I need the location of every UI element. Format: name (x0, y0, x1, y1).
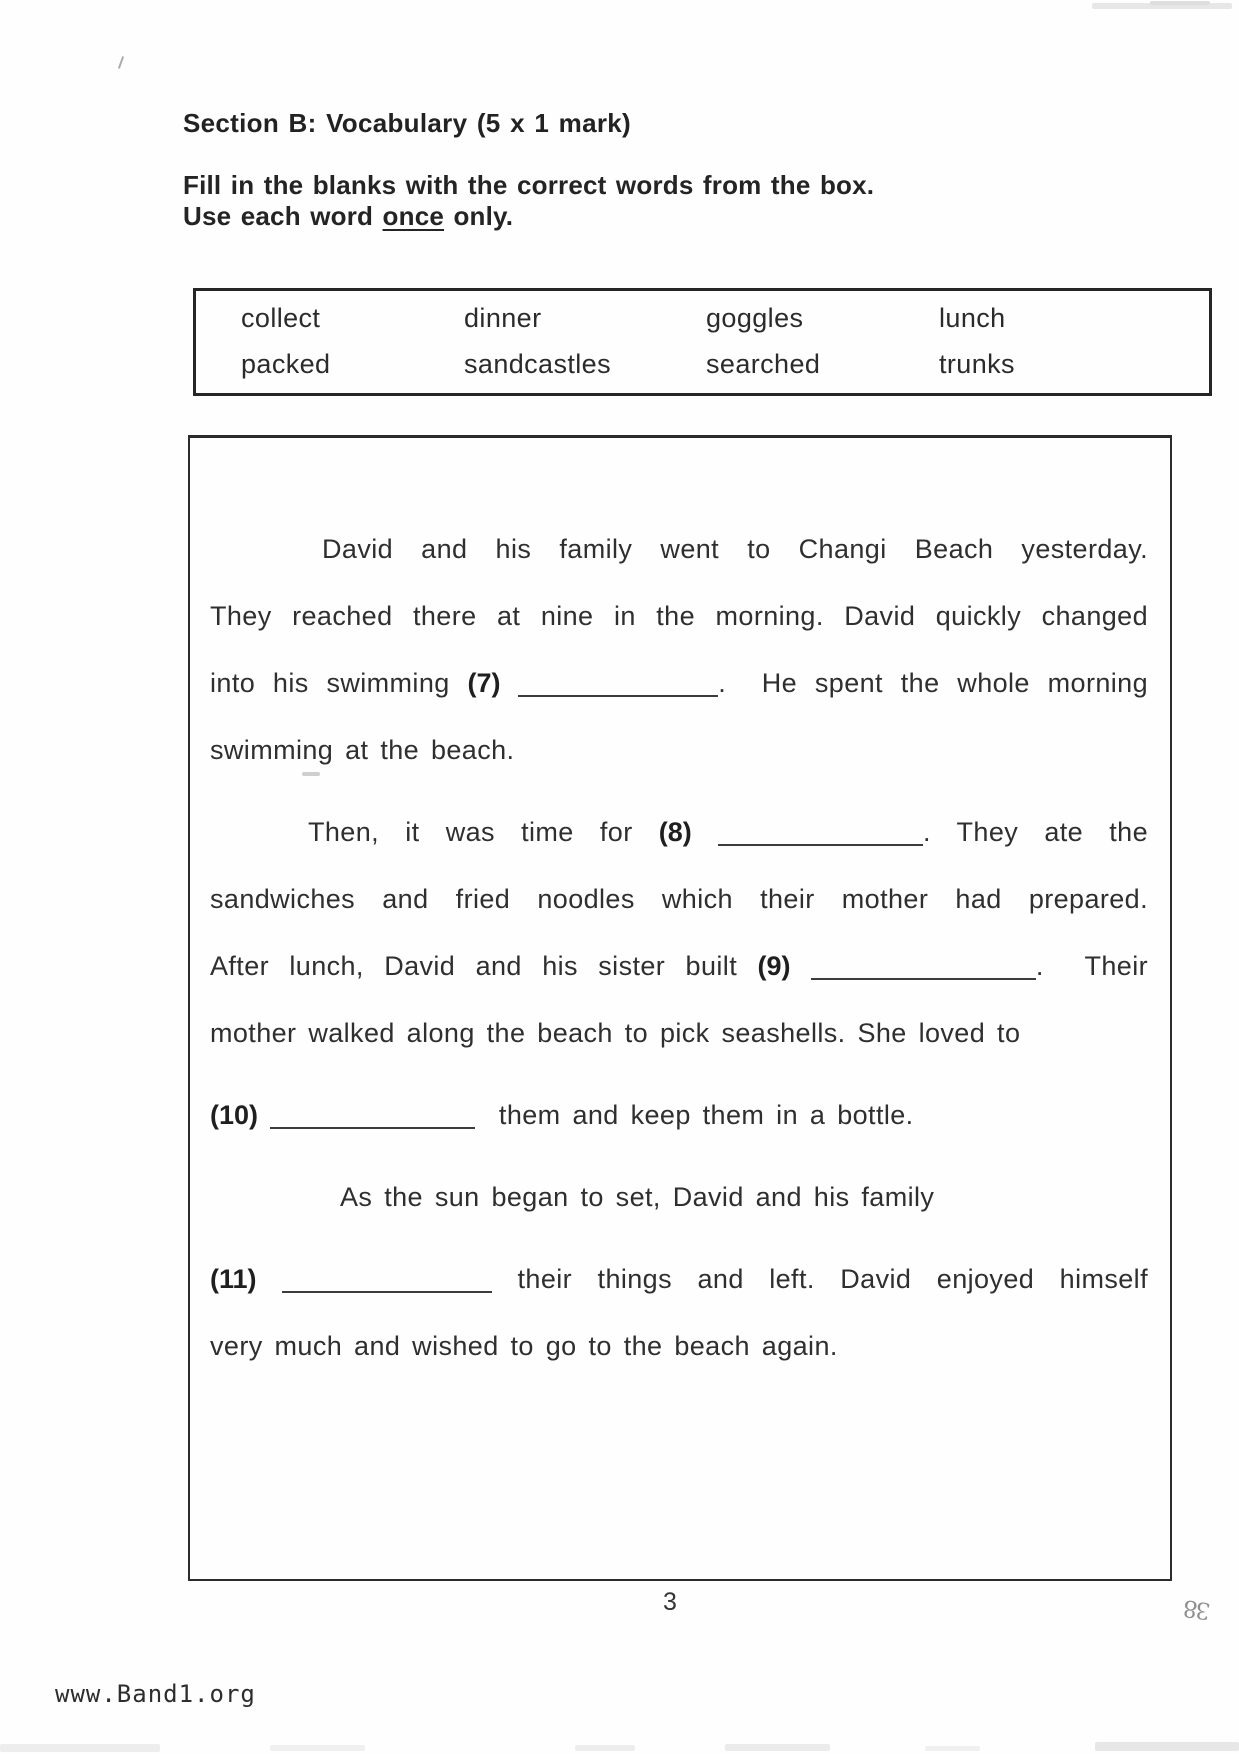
passage-text: into his swimming (210, 668, 468, 698)
instructions-line2 (183, 201, 513, 232)
answer-blank-10 (270, 1125, 475, 1129)
passage-text: Then, it was time for (308, 817, 659, 847)
instructions-line2-suffix: only. (444, 201, 514, 231)
answer-blank-7 (518, 693, 718, 697)
passage-line (210, 799, 1148, 866)
word-bank-item: goggles (706, 303, 804, 333)
passage-line (210, 650, 1148, 717)
word-bank-box (193, 288, 1212, 396)
question-number-8: (8) (658, 817, 692, 847)
question-number-7: (7) (467, 668, 501, 698)
passage-text: . He spent the whole morning (718, 668, 1148, 698)
instructions-line2-prefix: Use each word (183, 201, 383, 231)
passage-text: them and keep them in a bottle. (498, 1100, 914, 1130)
passage-line (210, 1082, 1148, 1149)
passage-text: . Their (1035, 951, 1148, 981)
question-number-9: (9) (757, 951, 791, 981)
passage-line: As the sun began to set, David and his family (340, 1182, 935, 1212)
word-bank-item: dinner (464, 303, 542, 333)
section-title: Section B: Vocabulary (5 x 1 mark) (183, 108, 631, 138)
word-bank-item: sandcastles (464, 349, 611, 379)
word-bank-item: searched (706, 349, 821, 379)
scan-artifact (575, 1745, 635, 1751)
passage-line (210, 1246, 1148, 1313)
scan-artifact (0, 1744, 160, 1752)
question-number-10: (10) (210, 1100, 259, 1130)
passage-line: very much and wished to go to the beach again. (210, 1331, 838, 1361)
question-number-11: (11) (210, 1264, 257, 1294)
instructions-once-underlined: once (382, 201, 445, 231)
scan-artifact (725, 1744, 830, 1751)
word-bank-item: packed (241, 349, 331, 379)
scan-artifact (270, 1745, 365, 1751)
page-number: 3 (663, 1588, 677, 1616)
passage-line: sandwiches and fried noodles which their mother had prepared. (210, 884, 1148, 914)
scan-artifact (1150, 1, 1210, 5)
instructions-line1: Fill in the blanks with the correct words from the box. (183, 170, 875, 200)
site-watermark: www.Band1.org (55, 1680, 256, 1708)
answer-blank-9 (811, 976, 1036, 980)
word-bank-item: lunch (939, 303, 1006, 333)
word-bank-item: collect (241, 303, 321, 333)
passage-line: David and his family went to Changi Beach yesterday. (322, 534, 1148, 564)
passage-text: . They ate the (922, 817, 1148, 847)
answer-blank-11 (282, 1289, 492, 1293)
passage-line: mother walked along the beach to pick seashells. She loved to (210, 1018, 1021, 1048)
passage-text: After lunch, David and his sister built (210, 951, 758, 981)
scan-artifact (118, 56, 124, 69)
passage-line (210, 933, 1148, 1000)
scan-artifact (925, 1746, 980, 1751)
handwritten-mark: 38 (1183, 1594, 1212, 1624)
passage-box (188, 435, 1172, 1581)
scan-artifact (1095, 1742, 1239, 1751)
word-bank-item: trunks (939, 349, 1015, 379)
passage-line: swimming at the beach. (210, 735, 515, 765)
passage-line: They reached there at nine in the morning. David quickly changed (210, 601, 1148, 631)
passage-text: their things and left. David enjoyed himself (517, 1264, 1148, 1294)
answer-blank-8 (718, 842, 923, 846)
